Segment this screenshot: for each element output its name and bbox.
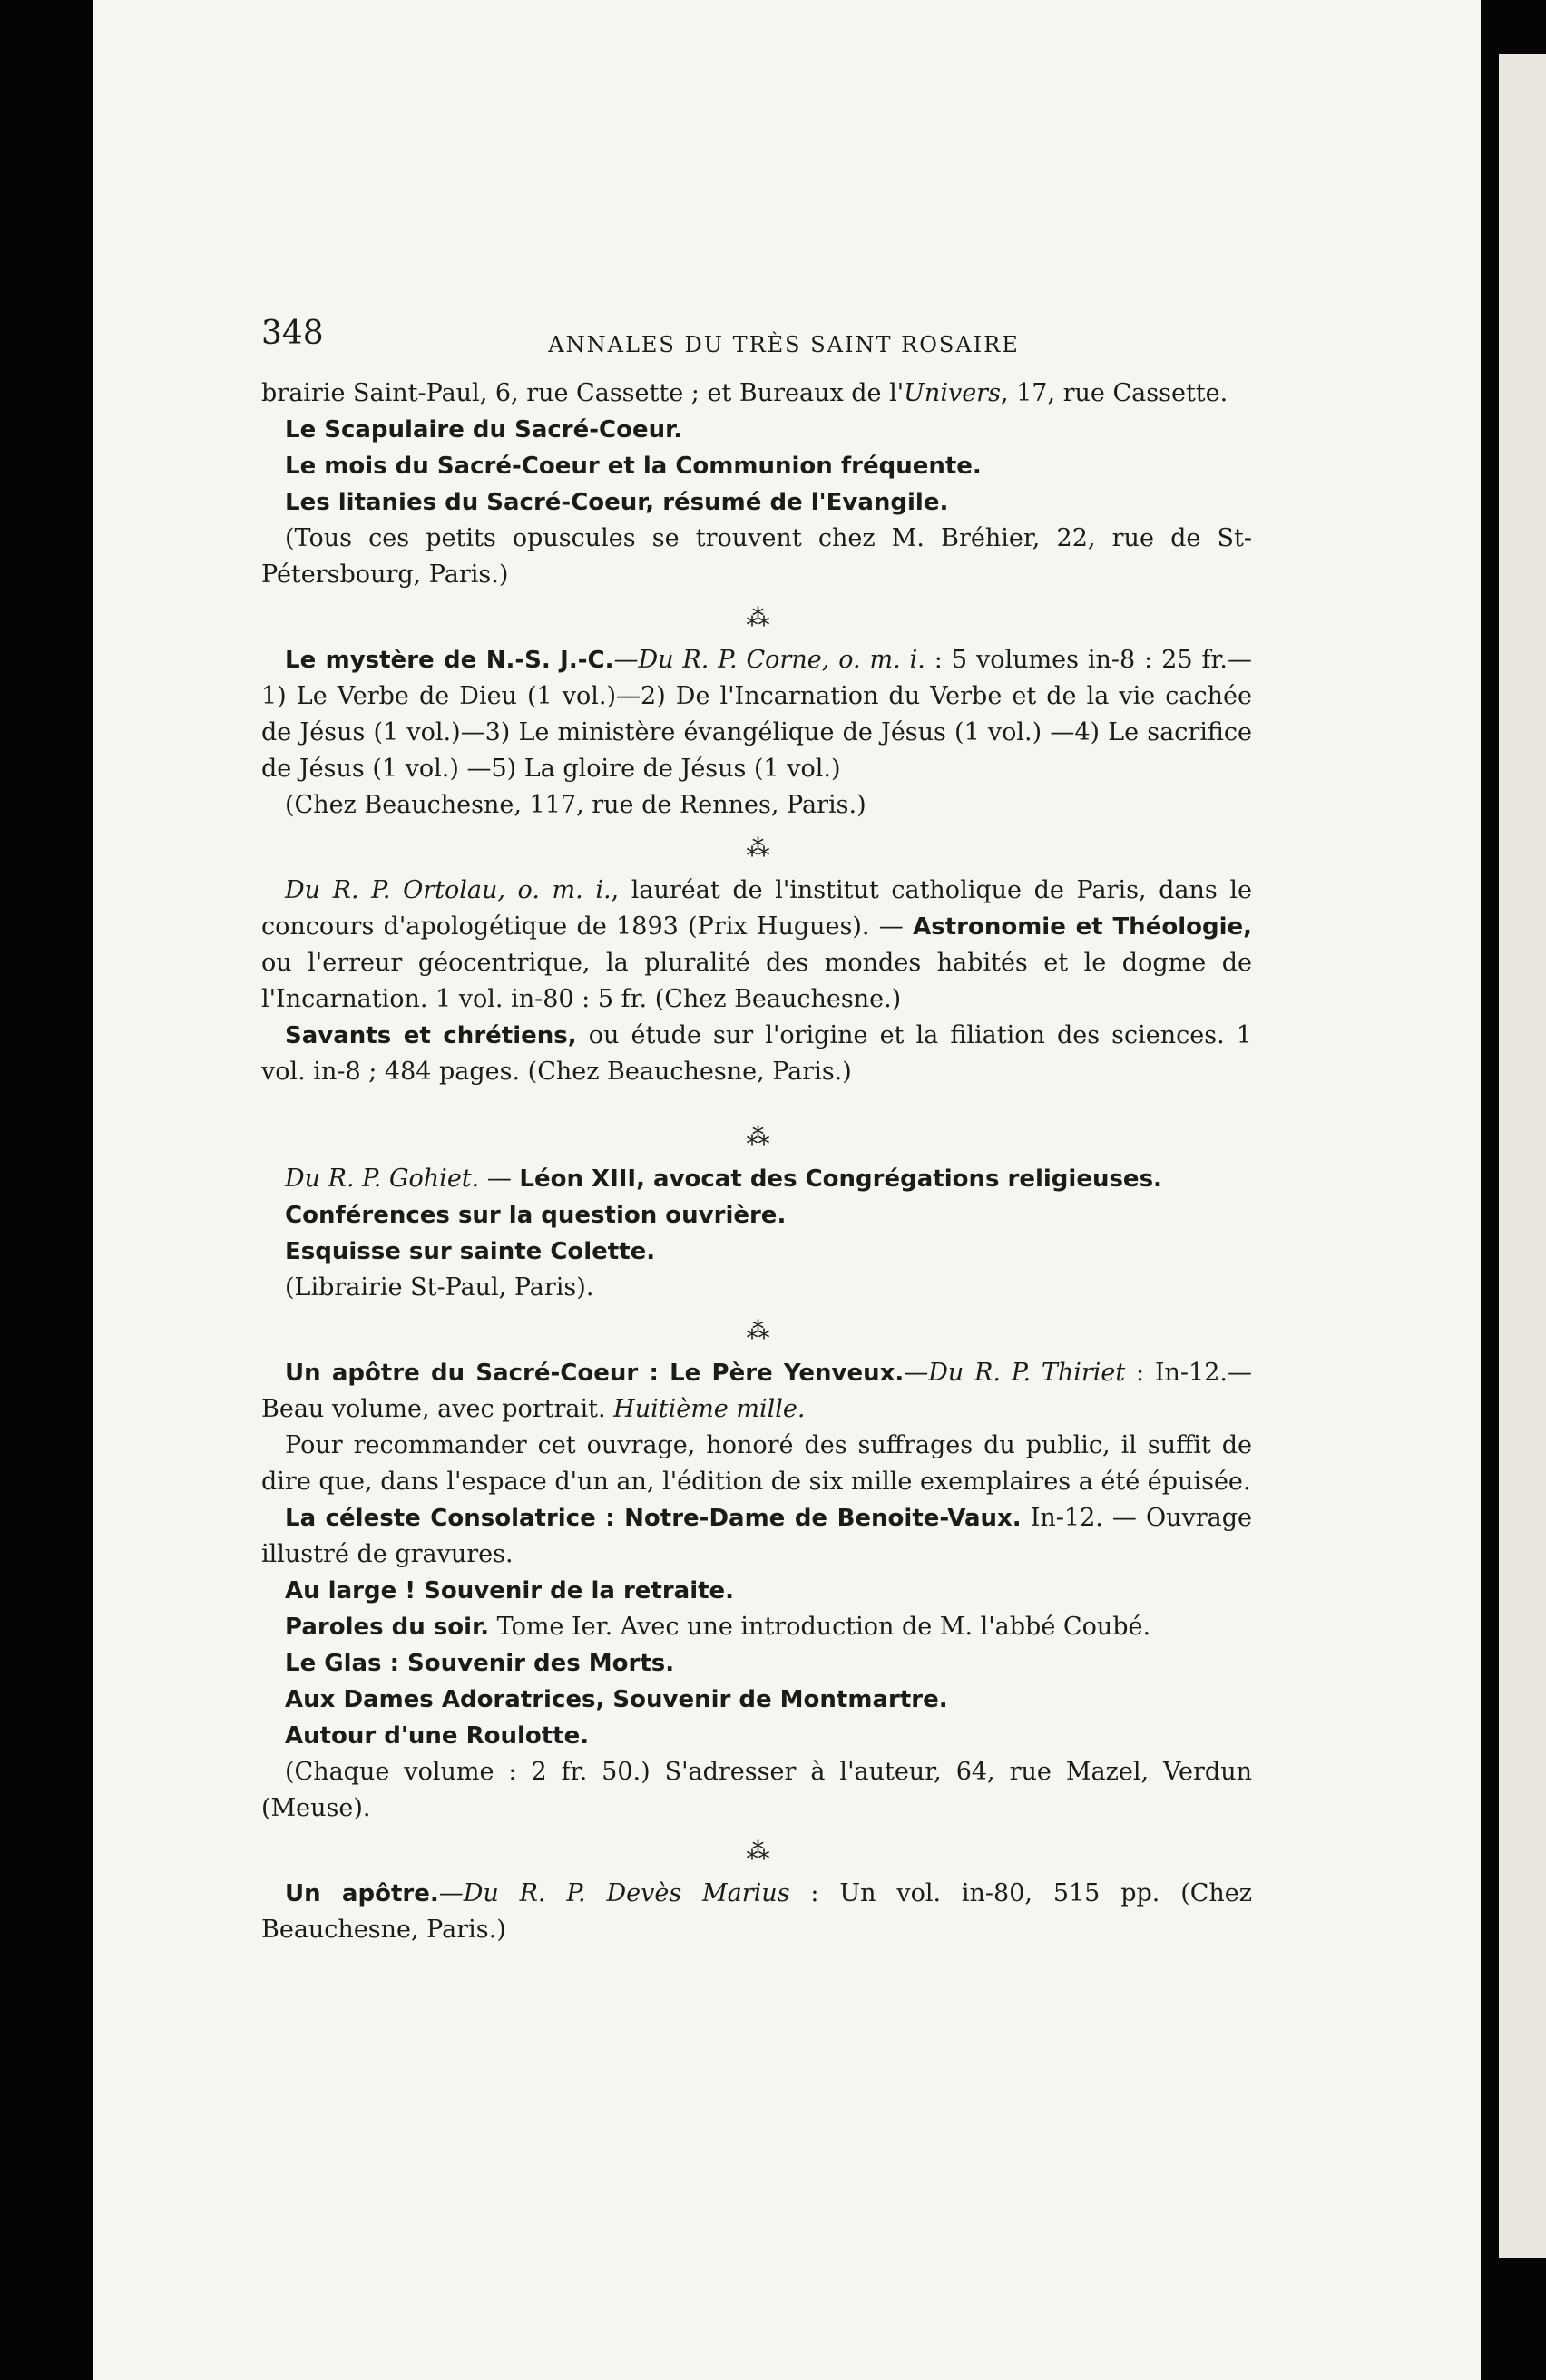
bold-title: Le mois du Sacré-Coeur et la Communion fréquente. [285, 453, 982, 480]
book-entry [261, 1609, 1252, 1645]
facing-page-edge [1499, 54, 1546, 2258]
book-entry [261, 1018, 1252, 1090]
bold-title: Paroles du soir. [285, 1614, 490, 1641]
publisher-note: (Chez Beauchesne, 117, rue de Rennes, Paris.) [285, 791, 866, 819]
author-italic: —Du R. P. Corne, o. m. i. [613, 646, 925, 674]
book-title [261, 412, 1252, 448]
bold-title: Le Glas : Souvenir des Morts. [285, 1650, 675, 1677]
book-entry [261, 642, 1252, 787]
author-italic: —Du R. P. Thiriet [904, 1359, 1126, 1387]
page-text [261, 310, 1252, 1948]
bold-title: Léon XIII, avocat des Congrégations religieuses. [519, 1166, 1162, 1193]
text: ou l'erreur géocentrique, la pluralité des mondes habités et le dogme de l'Incarnation. 1 vol. in-80 : 5 fr. (Chez Beauchesne.) [261, 949, 1252, 1013]
book-title [261, 1197, 1252, 1234]
italic-text: Univers [904, 379, 1001, 407]
bold-title: Aux Dames Adoratrices, Souvenir de Montmartre. [285, 1686, 948, 1713]
text: : Un vol. in-80, 515 pp. (Chez Beauchesne, Paris.) [261, 1879, 1252, 1944]
publisher-note: (Librairie St-Paul, Paris). [285, 1273, 594, 1302]
book-title [261, 484, 1252, 521]
asterism-separator: ⁂ [746, 1839, 768, 1866]
text: : 5 volumes in-8 : 25 fr.—1) Le Verbe de Dieu (1 vol.)—2) De l'Incarnation du Verbe et de la vie cachée de Jésus (1 vol.)—3) Le ministère évangélique de Jésus (1 vol.) —4) Le sacrifice de Jésus (1 vol.) —5) La gloire de Jésus (1 vol.) [261, 646, 1252, 783]
book-entry [261, 1161, 1252, 1197]
bold-title: Conférences sur la question ouvrière. [285, 1202, 787, 1229]
bold-title: Un apôtre du Sacré-Coeur : Le Père Yenveux. [285, 1360, 905, 1387]
book-entry [261, 1500, 1252, 1573]
bold-title: La céleste Consolatrice : Notre-Dame de Benoite-Vaux. [285, 1505, 1022, 1532]
bold-title: Savants et chrétiens, [285, 1022, 577, 1049]
book-entry [261, 873, 1252, 1018]
publisher-note: (Tous ces petits opuscules se trouvent chez M. Bréhier, 22, rue de St-Pétersbourg, Paris.) [261, 524, 1252, 589]
asterism-separator: ⁂ [746, 1124, 768, 1151]
text: ou étude sur l'origine et la filiation des sciences. 1 vol. in-8 ; 484 pages. (Chez Beauchesne, Paris.) [261, 1021, 1252, 1086]
bold-title: Esquisse sur sainte Colette. [285, 1238, 656, 1265]
book-title [261, 1234, 1252, 1270]
book-title [261, 448, 1252, 484]
bold-title: Le mystère de N.-S. J.-C. [285, 647, 614, 674]
running-title: ANNALES DU TRÈS SAINT ROSAIRE [548, 332, 1020, 357]
asterism-separator: ⁂ [746, 1318, 768, 1345]
author-italic: —Du R. P. Devès Marius [438, 1879, 790, 1907]
text: In-12. — Ouvrage illustré de gravures. [261, 1504, 1252, 1568]
text: , 17, rue Cassette. [1000, 379, 1228, 407]
text: — [479, 1165, 520, 1193]
text: , lauréat de l'institut catholique de Paris, dans le concours d'apologétique de 1893 (Prix Hugues). — [261, 876, 1252, 941]
description-paragraph: Pour recommander cet ouvrage, honoré des suffrages du public, il suffit de dire que, dans l'espace d'un an, l'édition de six mille exemplaires a été épuisée. [261, 1431, 1252, 1496]
publisher-note: (Chaque volume : 2 fr. 50.) S'adresser à l'auteur, 64, rue Mazel, Verdun (Meuse). [261, 1758, 1252, 1822]
page-header [261, 310, 1252, 376]
text: : In-12.—Beau volume, avec portrait. [261, 1359, 1252, 1423]
text: Tome Ier. Avec une introduction de M. l'abbé Coubé. [489, 1613, 1151, 1641]
page-number: 348 [261, 315, 324, 352]
bold-title: Un apôtre. [285, 1880, 439, 1907]
book-title [261, 1573, 1252, 1609]
bold-title: Autour d'une Roulotte. [285, 1722, 590, 1750]
bold-title: Astronomie et Théologie, [913, 913, 1253, 941]
book-entry [261, 1876, 1252, 1948]
author-italic: Du R. P. Gohiet. [285, 1165, 480, 1193]
italic-text: Huitième mille. [613, 1395, 806, 1423]
asterism-separator: ⁂ [746, 835, 768, 863]
book-title [261, 1718, 1252, 1754]
author-italic: Du R. P. Ortolau, o. m. i. [285, 876, 612, 904]
text: brairie Saint-Paul, 6, rue Cassette ; et Bureaux de l' [261, 379, 905, 407]
asterism-separator: ⁂ [746, 605, 768, 632]
bold-title: Au large ! Souvenir de la retraite. [285, 1577, 735, 1605]
book-title [261, 1645, 1252, 1682]
bold-title: Les litanies du Sacré-Coeur, résumé de l'Evangile. [285, 489, 949, 516]
book-title [261, 1682, 1252, 1718]
continued-paragraph [261, 376, 1252, 412]
bold-title: Le Scapulaire du Sacré-Coeur. [285, 416, 683, 444]
book-entry [261, 1355, 1252, 1428]
